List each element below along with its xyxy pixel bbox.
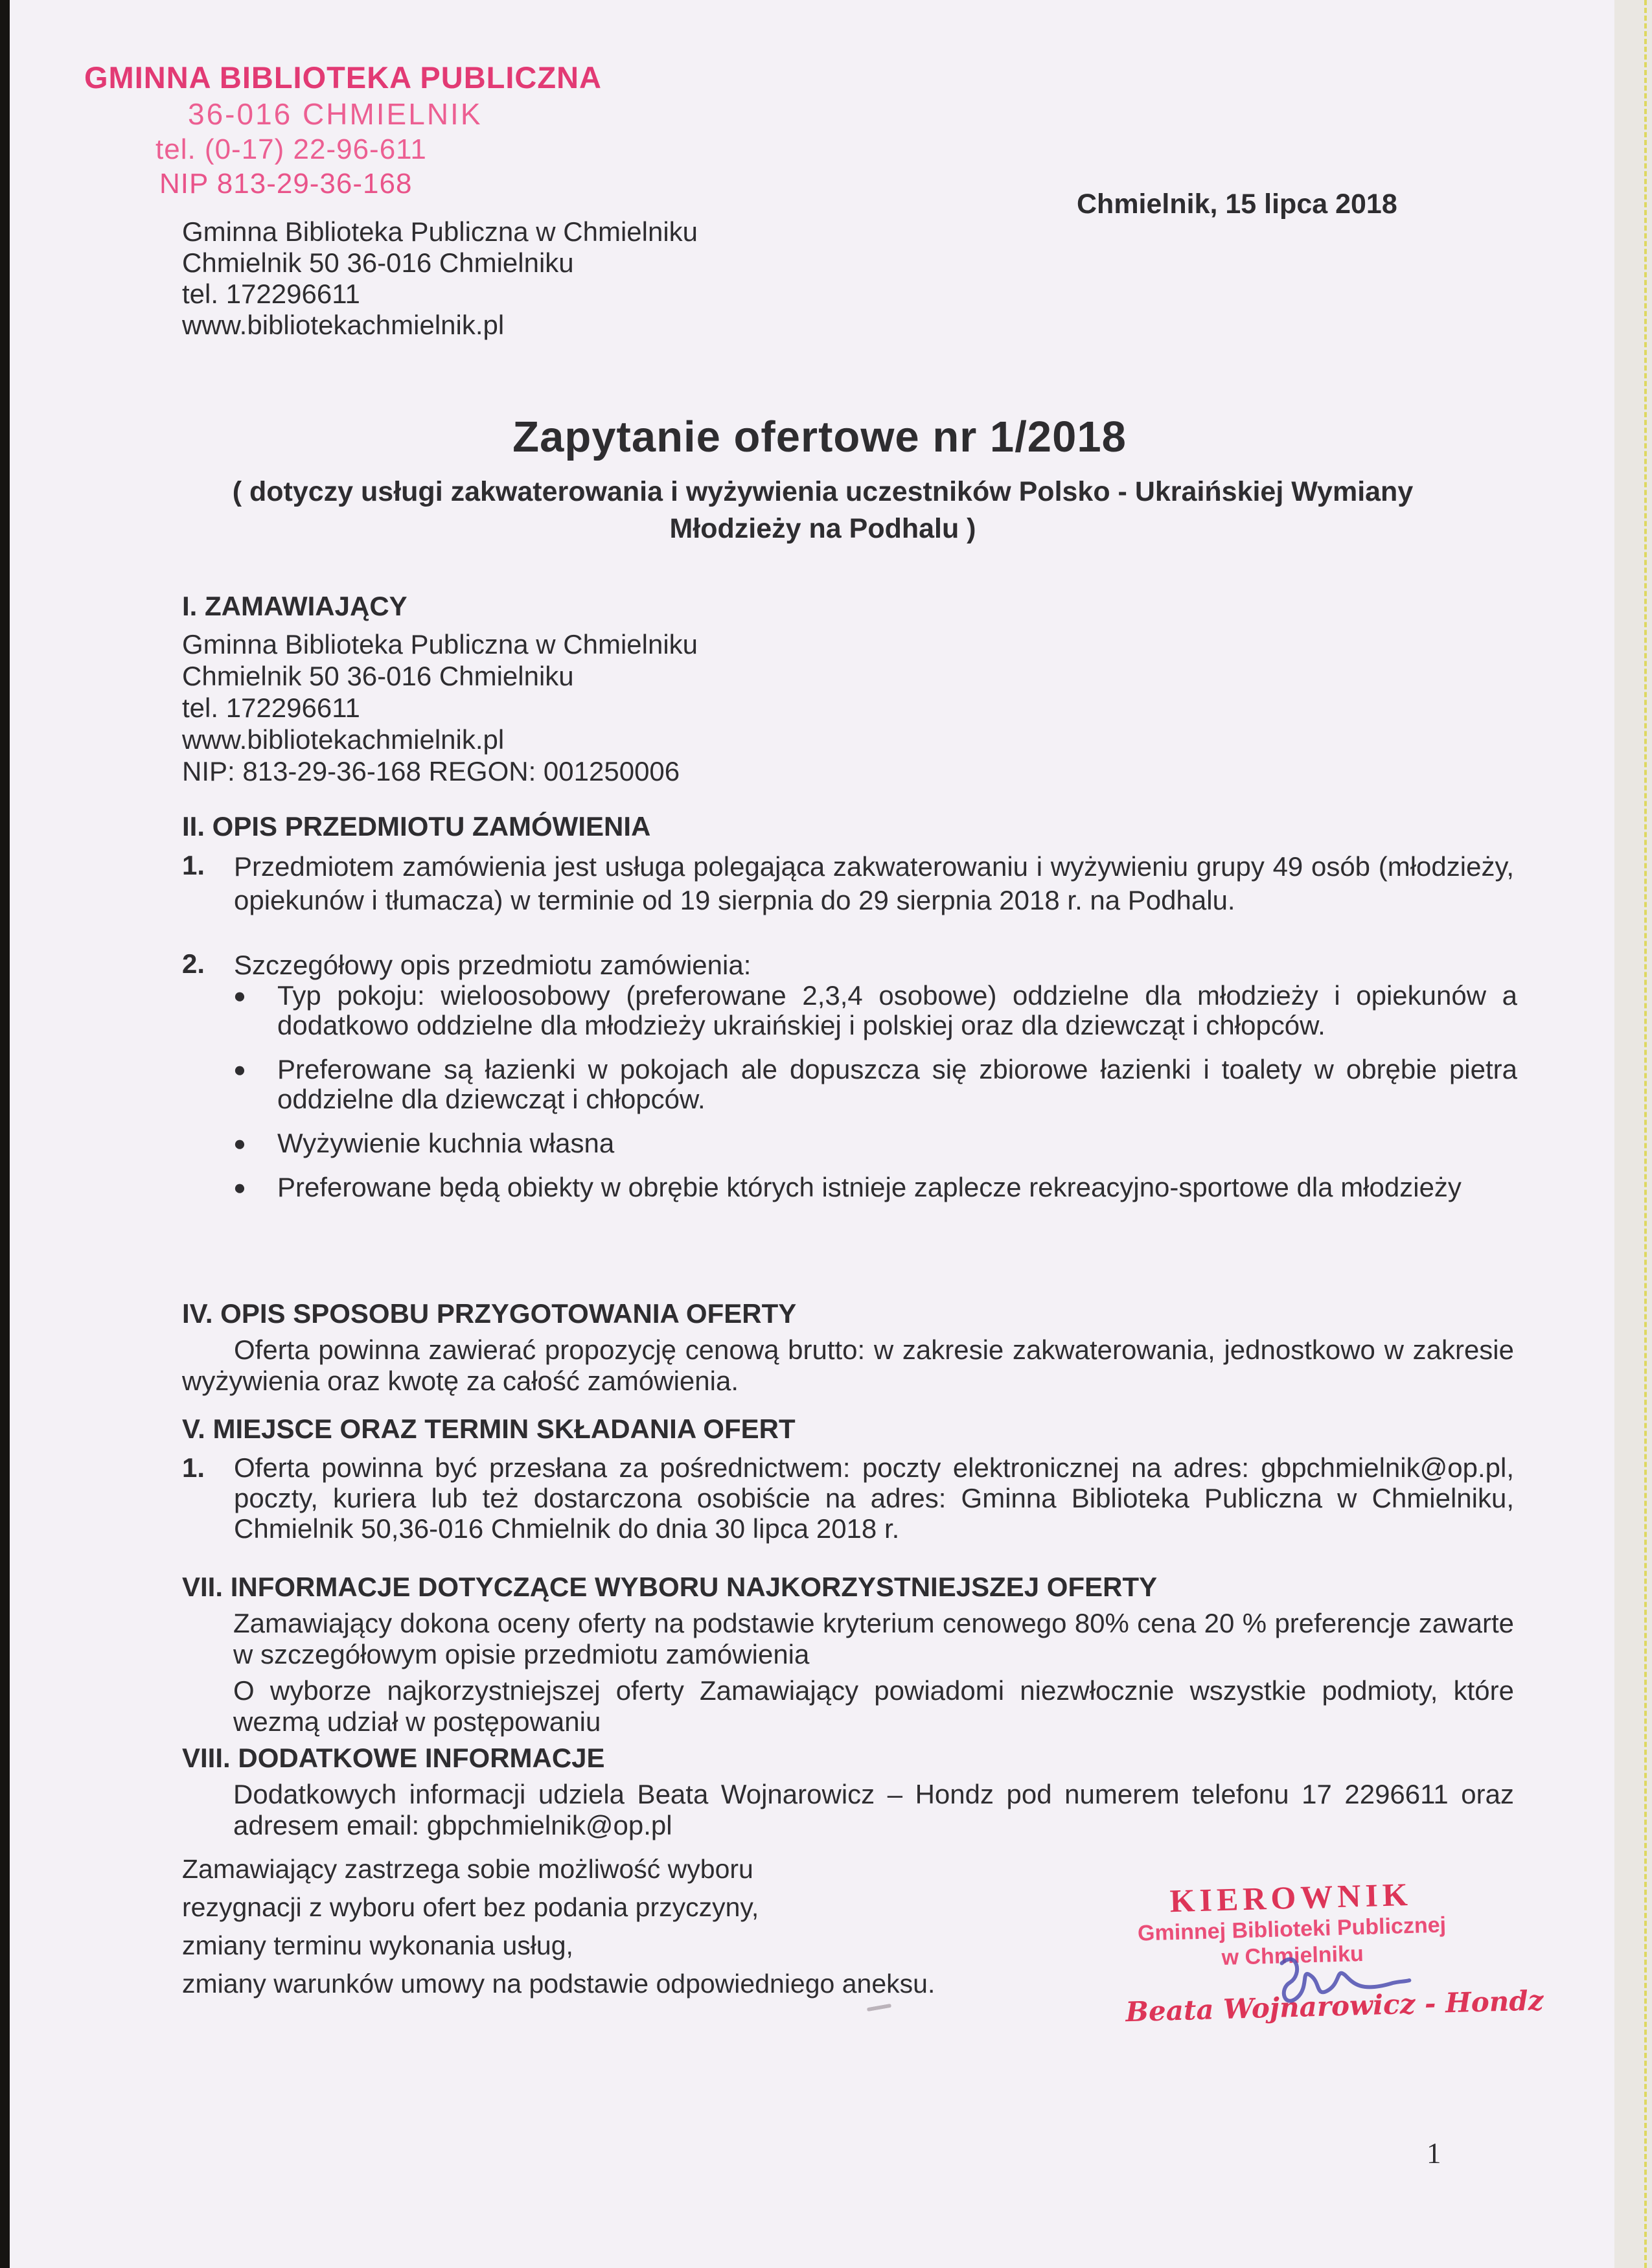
stamp-nip: NIP 813-29-36-168 bbox=[159, 168, 413, 200]
sender-address-block bbox=[182, 216, 698, 341]
list-item bbox=[233, 1128, 1517, 1158]
bullet-text: ● Typ pokoju: wieloosobowy (preferowane 2,3,4 osobowe) oddzielne dla młodzieży i opiekunów a dodatkowo oddzielne dla młodzieży ukraińskiej i polskiej oraz dla dziewcząt i chłopców. bbox=[277, 980, 1517, 1040]
section-7-heading: VII. INFORMACJE DOTYCZĄCE WYBORU NAJKORZYSTNIEJSZEJ OFERTY bbox=[182, 1572, 1158, 1602]
section-opis-przedmiotu bbox=[182, 811, 1514, 982]
closing-line-2: rezygnacji z wyboru ofert bez podania przyczyny, bbox=[182, 1892, 759, 1922]
section-4-body: Oferta powinna zawierać propozycję cenową brutto: w zakresie zakwaterowania, jednostkowo w zakresie wyżywienia oraz kwotę za całość zamówienia. bbox=[182, 1334, 1514, 1396]
item-number: 2. bbox=[182, 948, 205, 979]
bullet-text: ● Wyżywienie kuchnia własna bbox=[277, 1128, 615, 1158]
list-item bbox=[233, 1055, 1517, 1114]
list-item bbox=[233, 981, 1517, 1040]
document-date: Chmielnik, 15 lipca 2018 bbox=[1077, 189, 1397, 220]
library-address-stamp bbox=[84, 61, 602, 200]
section-8-body: Dodatkowych informacji udziela Beata Wojnarowicz – Hondz pod numerem telefonu 17 2296611 oraz adresem email: gbpchmielnik@op.pl bbox=[233, 1779, 1514, 1840]
item-number: 1. bbox=[182, 1452, 205, 1483]
document-title: Zapytanie ofertowe nr 1/2018 bbox=[512, 413, 1127, 461]
numbered-item bbox=[182, 1452, 1514, 1544]
stamp-role: KIEROWNIK bbox=[1169, 1875, 1413, 1919]
manager-signature-stamp bbox=[1122, 1874, 1544, 2028]
stamp-postal-code: 36-016 CHMIELNIK bbox=[188, 97, 483, 131]
buyer-nip-regon: NIP: 813-29-36-168 REGON: 001250006 bbox=[182, 756, 680, 786]
buyer-address: Chmielnik 50 36-016 Chmielniku bbox=[182, 661, 574, 691]
closing-line-4: zmiany warunków umowy na podstawie odpowiedniego aneksu. bbox=[182, 1969, 935, 1999]
closing-reservations-block bbox=[182, 1850, 935, 2003]
scan-edge-left-band bbox=[0, 0, 10, 2268]
section-4-heading: IV. OPIS SPOSOBU PRZYGOTOWANIA OFERTY bbox=[182, 1298, 797, 1329]
section-7-para-2: O wyborze najkorzystniejszej oferty Zamawiający powiadomi niezwłocznie wszystkie podmioty, które wezmą udział w postępowaniu bbox=[233, 1675, 1514, 1737]
stamp-org-name: GMINNA BIBLIOTEKA PUBLICZNA bbox=[84, 60, 602, 95]
section-miejsce-termin bbox=[182, 1414, 1514, 1544]
numbered-item bbox=[182, 850, 1514, 917]
stamp-org-line-2: w Chmielniku bbox=[1221, 1941, 1364, 1971]
section-8-heading: VIII. DODATKOWE INFORMACJE bbox=[182, 1743, 605, 1773]
section-2-heading: II. OPIS PRZEDMIOTU ZAMÓWIENIA bbox=[182, 811, 651, 842]
subtitle-line-1: ( dotyczy usługi zakwaterowania i wyżywienia uczestników Polsko - Ukraińskiej Wymiany bbox=[232, 476, 1414, 507]
item-text: Szczegółowy opis przedmiotu zamówienia: bbox=[234, 950, 751, 980]
closing-line-1: Zamawiający zastrzega sobie możliwość wyboru bbox=[182, 1854, 753, 1884]
stamp-phone: tel. (0-17) 22-96-611 bbox=[155, 133, 427, 166]
list-item bbox=[233, 1173, 1517, 1202]
stamp-signatory-name: Beata Wojnarowicz - Hondz bbox=[1125, 1984, 1544, 2028]
sender-name: Gminna Biblioteka Publiczna w Chmielniku bbox=[182, 216, 698, 247]
scan-edge-perforation bbox=[1644, 0, 1647, 2268]
bullet-text: ● Preferowane są łazienki w pokojach ale dopuszcza się zbiorowe łazienki i toalety w obrębie pietra oddzielne dla dziewcząt i chłopców. bbox=[277, 1054, 1517, 1114]
stamp-org-line-1: Gminnej Biblioteki Publicznej bbox=[1137, 1912, 1447, 1946]
page-number: 1 bbox=[1427, 2137, 1441, 2170]
item-number: 1. bbox=[182, 850, 205, 880]
sender-street: Chmielnik 50 36-016 Chmielniku bbox=[182, 247, 574, 278]
section-zamawiajacy bbox=[182, 591, 1514, 787]
buyer-name: Gminna Biblioteka Publiczna w Chmielniku bbox=[182, 629, 698, 659]
sender-website: www.bibliotekachmielnik.pl bbox=[182, 310, 505, 340]
section-1-heading: I. ZAMAWIAJĄCY bbox=[182, 591, 407, 621]
signature-scribble-icon bbox=[1263, 1945, 1414, 2014]
section-5-heading: V. MIEJSCE ORAZ TERMIN SKŁADANIA OFERT bbox=[182, 1414, 796, 1444]
section-wybor-i-dodatkowe bbox=[182, 1572, 1514, 1841]
scan-smudge-artifact bbox=[867, 2004, 891, 2012]
numbered-item bbox=[182, 948, 1514, 982]
bullet-text: ● Preferowane będą obiekty w obrębie których istnieje zaplecze rekreacyjno-sportowe dla młodzieży bbox=[277, 1172, 1462, 1202]
item-text: Przedmiotem zamówienia jest usługa polegająca zakwaterowaniu i wyżywieniu grupy 49 osób (młodzieży, opiekunów i tłumacza) w terminie od 19 sierpnia do 29 sierpnia 2018 r. na Podhalu. bbox=[234, 851, 1514, 915]
section-przygotowanie-oferty bbox=[182, 1298, 1514, 1397]
requirements-bullet-list bbox=[233, 981, 1517, 1217]
item-text: Oferta powinna być przesłana za pośrednictwem: poczty elektronicznej na adres: gbpchmielnik@op.pl, poczty, kuriera lub też dostarczona osobiście na adres: Gminna Biblioteka Publiczna w Chmielniku, Chmielnik 50,36-016 Chmielnik do dnia 30 lipca 2018 r. bbox=[234, 1452, 1514, 1544]
subtitle-line-2: Młodzieży na Podhalu ) bbox=[669, 513, 976, 544]
buyer-website: www.bibliotekachmielnik.pl bbox=[182, 724, 505, 755]
section-7-para-1: Zamawiający dokona oceny oferty na podstawie kryterium cenowego 80% cena 20 % preferencje zawarte w szczegółowym opisie przedmiotu zamówienia bbox=[233, 1608, 1514, 1669]
buyer-phone: tel. 172296611 bbox=[182, 693, 360, 723]
document-subtitle bbox=[123, 474, 1522, 547]
sender-phone: tel. 172296611 bbox=[182, 279, 360, 309]
closing-line-3: zmiany terminu wykonania usług, bbox=[182, 1930, 573, 1960]
